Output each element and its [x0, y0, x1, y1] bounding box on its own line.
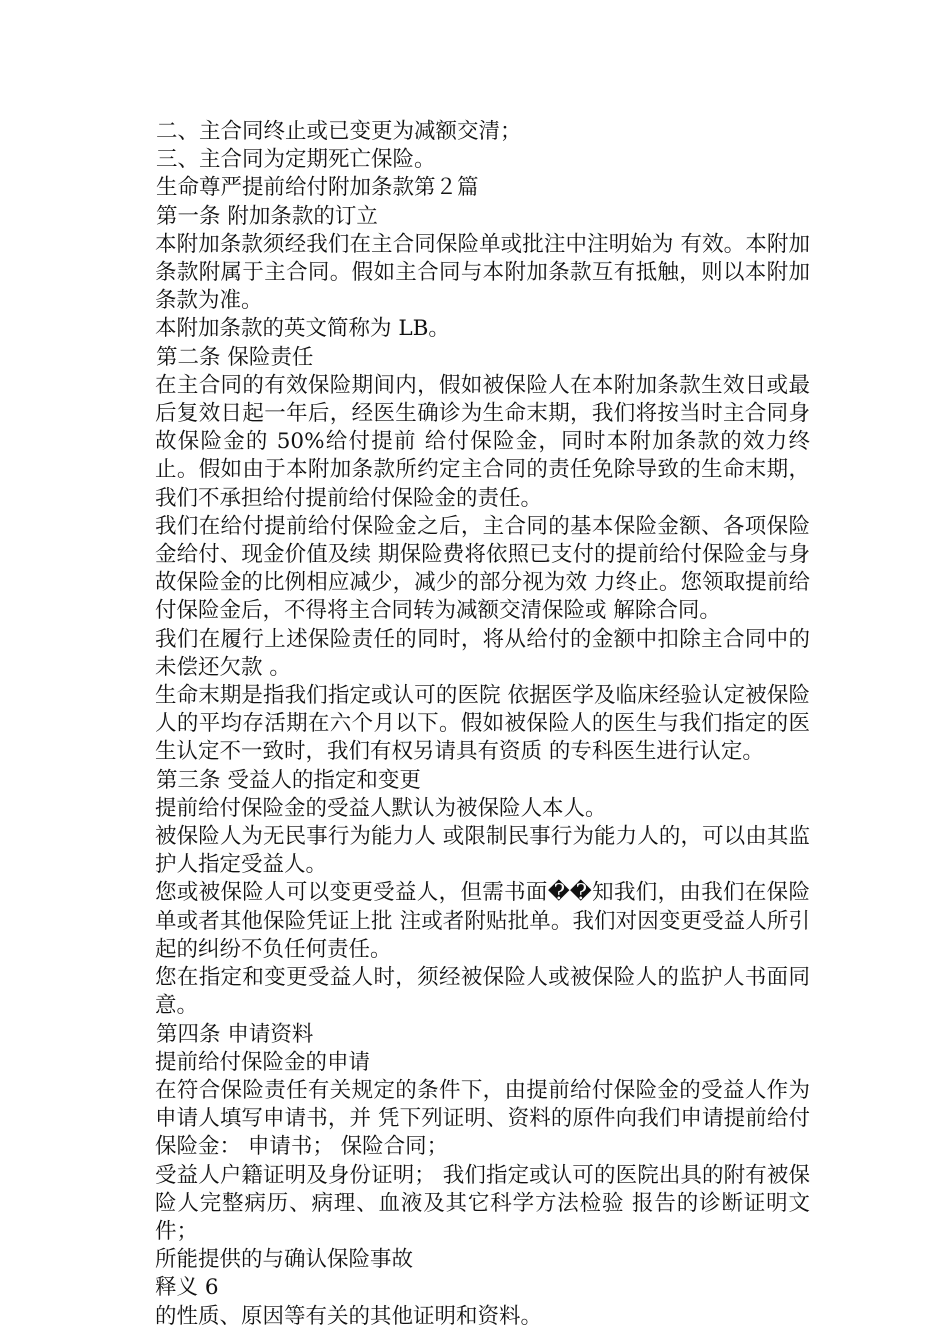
- paragraph: 释义 6: [155, 1275, 219, 1301]
- paragraph: 生命末期是指我们指定或认可的医院 依据医学及临床经验认定被保险人的平均存活期在六个月以下。假如被保险人的医生与我们指定的医生认定不一致时，我们有权另请具有资质 的专科医生进行认定。: [155, 683, 810, 765]
- sub-heading: 提前给付保险金的申请: [155, 1049, 371, 1075]
- clause-line: 三、主合同为定期死亡保险。: [156, 147, 436, 173]
- document-body: [145, 118, 810, 1331]
- paragraph: 受益人户籍证明及身份证明； 我们指定或认可的医院出具的附有被保险人完整病历、病理、血液及其它科学方法检验 报告的诊断证明文件；: [155, 1162, 810, 1244]
- paragraph: 本附加条款须经我们在主合同保险单或批注中注明始为 有效。本附加条款附属于主合同。假如主合同与本附加条款互有抵触，则以本附加条款为准。: [155, 231, 810, 314]
- paragraph: 的性质、原因等有关的其他证明和资料。: [155, 1303, 543, 1329]
- paragraph: 所能提供的与确认保险事故: [155, 1247, 414, 1273]
- paragraph: 在主合同的有效保险期间内，假如被保险人在本附加条款生效日或最后复效日起一年后，经医生确诊为生命末期，我们将按当时主合同身故保险金的 50%给付提前 给付保险金，同时本附加条款的效力终止。假如由于本附加条款所约定主合同的责任免除导致的生命末期，我们不承担给付提前给付保险金的责任。: [155, 372, 810, 511]
- document-heading: 生命尊严提前给付附加条款第２篇: [156, 175, 479, 201]
- article-heading: 第二条 保险责任: [156, 344, 314, 370]
- article-heading: 第三条 受益人的指定和变更: [156, 767, 421, 793]
- paragraph: 您或被保险人可以变更受益人，但需书面��知我们，由我们在保险单或者其他保险凭证上批 注或者附贴批单。我们对因变更受益人所引起的纠纷不负任何责任。: [155, 880, 810, 962]
- paragraph: 在符合保险责任有关规定的条件下，由提前给付保险金的受益人作为申请人填写申请书，并 凭下列证明、资料的原件向我们申请提前给付保险金： 申请书； 保险合同；: [155, 1077, 810, 1160]
- article-heading: 第四条 申请资料: [156, 1021, 314, 1047]
- article-heading: 第一条 附加条款的订立: [156, 203, 378, 229]
- paragraph: 被保险人为无民事行为能力人 或限制民事行为能力人的，可以由其监护人指定受益人。: [155, 824, 810, 878]
- paragraph: 我们在给付提前给付保险金之后，主合同的基本保险金额、各项保险金给付、现金价值及续 期保险费将依照已支付的提前给付保险金与身故保险金的比例相应减少，减少的部分视为效 力终止。您领取提前给付保险金后，不得将主合同转为减额交清保险或 解除合同。: [155, 513, 810, 624]
- paragraph: 您在指定和变更受益人时，须经被保险人或被保险人的监护人书面同意。: [155, 965, 810, 1019]
- clause-line: 二、主合同终止或已变更为减额交清；: [156, 119, 522, 144]
- paragraph: 本附加条款的英文简称为 LB。: [155, 316, 450, 342]
- paragraph: 我们在履行上述保险责任的同时，将从给付的金额中扣除主合同中的未偿还欠款 。: [155, 626, 810, 680]
- paragraph: 提前给付保险金的受益人默认为被保险人本人。: [155, 795, 607, 821]
